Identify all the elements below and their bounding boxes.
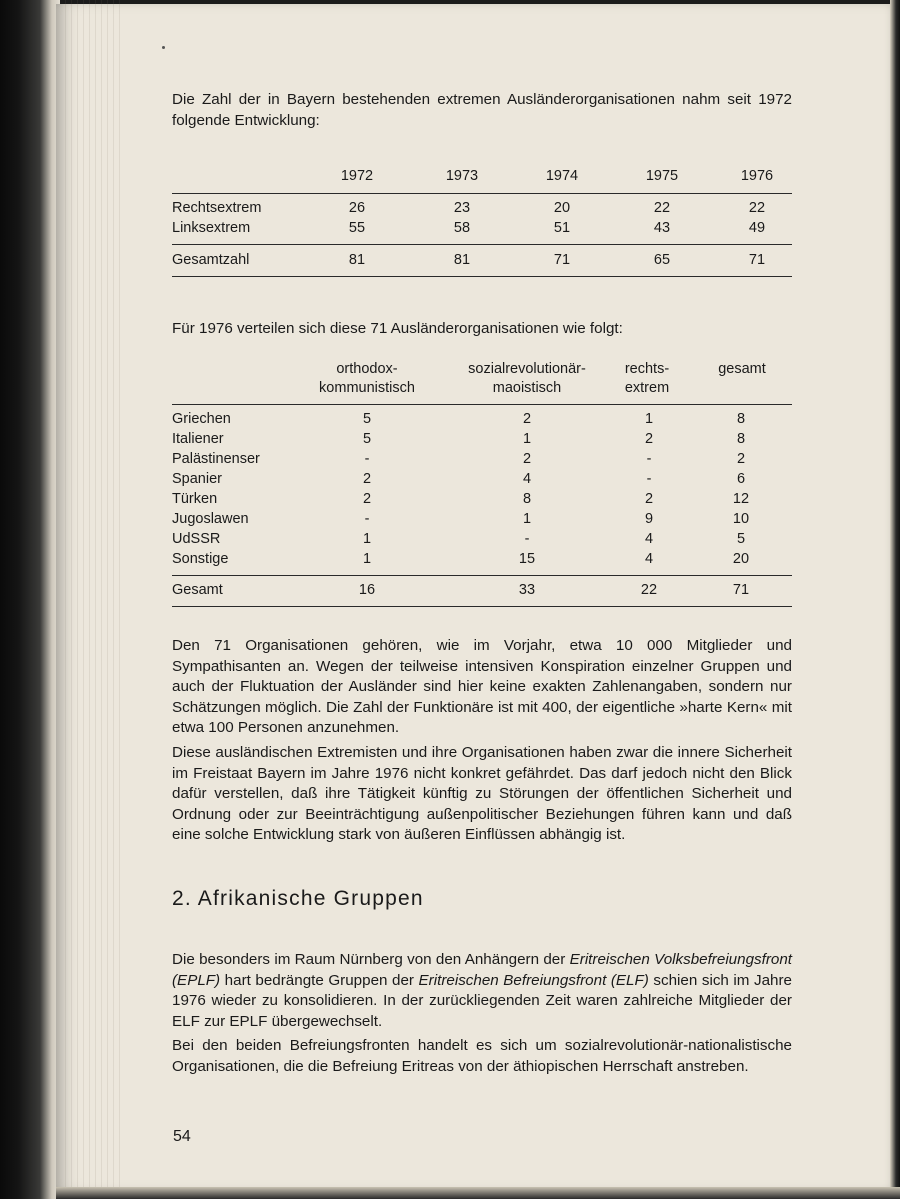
cell: 5 (362, 431, 372, 447)
cell: 2 (362, 491, 372, 507)
cell: 65 (653, 252, 671, 268)
column-header (302, 360, 432, 398)
cell: 58 (453, 220, 471, 236)
row-label: Sonstige (172, 551, 229, 567)
section-heading: 2. Afrikanische Gruppen (172, 887, 424, 910)
table-row (172, 511, 792, 531)
cell: - (524, 531, 530, 547)
print-speck (162, 46, 165, 49)
cell: 8 (736, 431, 746, 447)
paragraph-members: Den 71 Organisationen gehören, wie im Vorjahr, etwa 10 000 Mitglieder und Sympathisanten an. Wegen der teilweise intensiven Konspiration einzelner Gruppen und auch der Fluktuation der Ausländer sind hier keine exakten Zahlenangaben, sondern nur Schätzungen möglich. Die Zahl der Funktionäre ist mit 400, der eigentliche »harte Kern« mit etwa 100 Personen anzunehmen. (172, 637, 792, 737)
cell: 2 (644, 491, 654, 507)
cell: 51 (553, 220, 571, 236)
cell: 10 (732, 511, 750, 527)
cell: 1 (362, 531, 372, 547)
cell: 1 (522, 431, 532, 447)
body-text-block (172, 636, 792, 846)
header-line: sozialrevolutionär- (468, 361, 586, 377)
cell: 8 (522, 491, 532, 507)
cell: 81 (348, 252, 366, 268)
cell: 1 (362, 551, 372, 567)
table-total-row (172, 582, 792, 602)
column-header (702, 360, 782, 379)
cell: 1 (644, 411, 654, 427)
table1-header-row (172, 168, 792, 188)
cell: 22 (748, 200, 766, 216)
cell: 20 (732, 551, 750, 567)
cell: 4 (644, 551, 654, 567)
table-row (172, 491, 792, 511)
row-label: Gesamtzahl (172, 252, 250, 268)
row-label: Italiener (172, 431, 224, 447)
cell: 12 (732, 491, 750, 507)
column-header (592, 360, 702, 398)
cell: 4 (522, 471, 532, 487)
text-run-italic: Eritreischen Volksbefreiungsfront (EPLF) (172, 951, 793, 989)
table-row (172, 551, 792, 571)
cell: 23 (453, 200, 471, 216)
table1-rule-mid (172, 244, 792, 245)
cell: - (364, 511, 370, 527)
cell: 81 (453, 252, 471, 268)
cell: 43 (653, 220, 671, 236)
cell: - (646, 471, 652, 487)
table1-year: 1975 (645, 168, 679, 184)
paragraph-eritrea (172, 950, 792, 1032)
header-line: rechts- (624, 361, 670, 377)
cell: - (646, 451, 652, 467)
header-line: kommunistisch (319, 380, 415, 396)
cell: 20 (553, 200, 571, 216)
row-label: Rechtsextrem (172, 200, 262, 216)
bottom-page-edge (56, 1187, 900, 1199)
paragraph-liberation-fronts: Bei den beiden Befreiungsfronten handelt es sich um sozialrevolutionär-nationalistische Organisationen, die die Befreiung Eritreas von der äthiopischen Herrschaft anstreben. (172, 1037, 792, 1075)
intro-paragraph: Die Zahl der in Bayern bestehenden extremen Ausländerorganisationen nahm seit 1972 folgende Entwicklung: (172, 91, 792, 129)
cell: 2 (644, 431, 654, 447)
header-line: orthodox- (336, 361, 398, 377)
cell: 9 (644, 511, 654, 527)
cell: 6 (736, 471, 746, 487)
table-total-row (172, 252, 792, 272)
row-label: Palästinenser (172, 451, 260, 467)
distribution-intro: Für 1976 verteilen sich diese 71 Ausländerorganisationen wie folgt: (172, 320, 623, 337)
cell: 22 (640, 582, 658, 598)
book-spine-shadow (0, 0, 60, 1199)
right-page-edge (890, 0, 900, 1199)
cell: 49 (748, 220, 766, 236)
cell: 2 (362, 471, 372, 487)
column-header (447, 360, 607, 398)
cell: 2 (522, 411, 532, 427)
table-row (172, 220, 792, 240)
table-row (172, 411, 792, 431)
header-line: extrem (624, 380, 670, 396)
cell: 26 (348, 200, 366, 216)
table2-rule-mid (172, 575, 792, 576)
cell: 71 (732, 582, 750, 598)
header-line: gesamt (718, 361, 766, 377)
table1-rule-top (172, 193, 792, 194)
row-label: Jugoslawen (172, 511, 249, 527)
row-label: Spanier (172, 471, 222, 487)
text-run: hart bedrängte Gruppen der (220, 971, 419, 989)
row-label: Griechen (172, 411, 231, 427)
table2-rule-bottom (172, 606, 792, 607)
table1-year: 1973 (445, 168, 479, 184)
table-row (172, 200, 792, 220)
table1-year: 1974 (545, 168, 579, 184)
header-line: maoistisch (492, 380, 562, 396)
text-run: Die besonders im Raum Nürnberg von den Anhängern der (172, 951, 570, 968)
table1-year: 1976 (740, 168, 774, 184)
cell: 8 (736, 411, 746, 427)
text-run: schien sich im Jahre 1976 wieder zu konsolidieren. In der zurückliegenden Zeit waren zahlreiche Mitglieder der ELF zur EPLF übergewechselt. (172, 971, 792, 1030)
cell: 2 (522, 451, 532, 467)
cell: 22 (653, 200, 671, 216)
row-label: UdSSR (172, 531, 221, 547)
cell: 5 (362, 411, 372, 427)
table-row (172, 471, 792, 491)
text-run-italic: Eritreischen Befreiungsfront (ELF) (418, 971, 649, 989)
cell: 33 (518, 582, 536, 598)
cell: 71 (553, 252, 571, 268)
table1-year: 1972 (340, 168, 374, 184)
cell: - (364, 451, 370, 467)
cell: 16 (358, 582, 376, 598)
cell: 1 (522, 511, 532, 527)
distribution-intro-block (172, 319, 792, 340)
row-label: Gesamt (172, 582, 223, 598)
intro-block (172, 90, 792, 131)
cell: 2 (736, 451, 746, 467)
table1-rule-bottom (172, 276, 792, 277)
cell: 71 (748, 252, 766, 268)
table-row (172, 431, 792, 451)
africa-text-block (172, 950, 792, 1078)
page-number: 54 (173, 1128, 191, 1145)
paragraph-security: Diese ausländischen Extremisten und ihre Organisationen haben zwar die innere Sicherheit im Freistaat Bayern im Jahre 1976 nicht konkret gefährdet. Das darf jedoch nicht den Blick dafür verstellen, daß ihre Tätigkeit künftig zu Störungen der öffentlichen Sicherheit und Ordnung oder zur Beeinträchtigung außenpolitischer Beziehungen führen kann und daß eine solche Entwicklung stark von äußeren Einflüssen abhängig ist. (172, 743, 792, 844)
cell: 5 (736, 531, 746, 547)
cell: 55 (348, 220, 366, 236)
table2-rule-top (172, 404, 792, 405)
row-label: Türken (172, 491, 218, 507)
cell: 4 (644, 531, 654, 547)
table-row (172, 451, 792, 471)
row-label: Linksextrem (172, 220, 251, 236)
table-row (172, 531, 792, 551)
cell: 15 (518, 551, 536, 567)
